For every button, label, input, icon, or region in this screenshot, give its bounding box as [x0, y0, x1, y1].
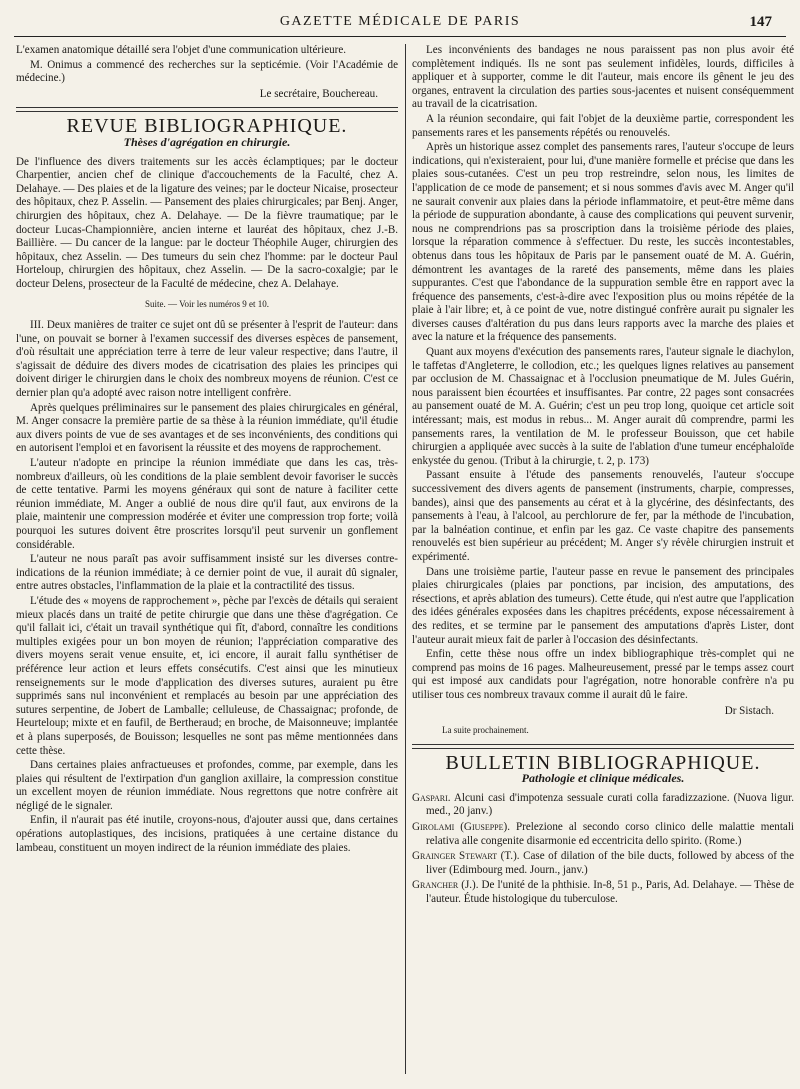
bib-author: Girolami (Giuseppe).	[412, 821, 510, 834]
bulletin-double-rule	[412, 744, 794, 749]
right-paragraph: Les inconvénients des bandages ne nous paraissent pas non plus avoir été complètement indiqués. Ils ne sont pas seulement infidèles, lourds, difficiles à appliquer et à supporter, comme le dit l'auteur, mais encore ils gênent le jeu des organes, entravent la circulation des parties sous-jacentes et nuisent conséquemment au travail de la cicatrisation.	[412, 44, 794, 111]
right-paragraph: Après un historique assez complet des pansements rares, l'auteur s'occupe de leurs indications, qui n'existeraient, pour lui, d'une manière formelle et précise que dans les plaies sous-cutanées. C'est un peu trop restreindre, selon nous, les limites de l'application de ce mode de pansement; et si nous sommes d'avis avec M. Anger qu'il ne saurait convenir aux plaies dans la période inflammatoire, et peut-être même dans la période de suppuration abondante, à cause des complications qui peuvent survenir, nous ne comprendrions pas sa proscription dans la troisième période des plaies, lorsque la réparation commence à s'effectuer. Du reste, les succès incontestables, obtenus dans tous les hôpitaux de Paris par le pansement ouaté de M. A. Guérin, démontrent les avantages de la rareté des pansements, même dans les plaies suppurantes. C'est que l'abondance de la suppuration semble être en rapport avec la fréquence des pansements, c'est-à-dire avec l'exposition plus ou moins répétée de la plaie à l'air libre; et, à ce point de vue, notre distingué confrère aurait pu signaler les diverses causes d'altération du pus dans leurs rapports avec la marche des plaies et avec la nature et la fréquence des pansements.	[412, 141, 794, 344]
bulletin-title: BULLETIN BIBLIOGRAPHIQUE.	[445, 751, 761, 774]
page-number: 147	[749, 14, 772, 30]
bib-text: Alcuni casi d'impotenza sessuale curati colla faradizzazione. (Nuova ligur. med., 20 janv.)	[426, 791, 794, 818]
author-signature: Dr Sistach.	[724, 704, 774, 717]
right-paragraph: Enfin, cette thèse nous offre un index bibliographique très-complet qui ne comprend pas moins de 16 pages. Malheureusement, pressé par le temps assez court qui est imposé aux candidats pour l'agrégation, notre honorable confrère n'a pu utiliser tous ces nombreux travaux comme il aurait dû le faire.	[412, 648, 794, 701]
left-paragraph: III. Deux manières de traiter ce sujet ont dû se présenter à l'esprit de l'auteur: dans l'une, on pouvait se borner à l'examen successif des diverses espèces de pansement, d'où résultait une appréciation terre à terre de leur valeur respective; dans l'autre, il s'agissait de déduire des divers modes de cicatrisation des plaies les principes qui doivent diriger le chirurgien dans le choix des nombreux moyens de réunion. C'est ce dernier plan qu'a adopté avec raison notre intelligent confrère.	[16, 319, 398, 400]
left-paragraph: Après quelques préliminaires sur le pansement des plaies chirurgicales en général, M. Anger consacre la première partie de sa thèse à la réunion immédiate, qu'il étudie aux divers points de vue de ses avantages et de ses inconvénients, des conditions qui en autorisent l'emploi et en favorisent la réussite et des moyens de rapprochement.	[16, 401, 398, 455]
left-paragraph: L'auteur n'adopte en principe la réunion immédiate que dans les cas, très-nombreux d'ailleurs, où les conditions de la plaie semblent devoir favoriser le succès de cette tentative. Parmi les moyens généraux qui sont de nature à faciliter cette réunion immédiate, M. Anger a oublié de nous dire qu'il faut, aux environs de la plaie, maintenir une compression modérée et éviter une compression trop forte; voilà pourquoi les sutures doivent être proscrites lorsqu'il peut survenir un gonflement considérable.	[16, 457, 398, 551]
journal-title: GAZETTE MÉDICALE DE PARIS	[279, 14, 521, 29]
bib-author: Grancher (J.).	[412, 879, 479, 892]
right-column	[412, 44, 794, 909]
top-paragraph-1: L'examen anatomique détaillé sera l'objet d'une communication ultérieure.	[16, 44, 347, 56]
bib-author: Grainger Stewart (T.).	[412, 850, 520, 863]
bulletin-subtitle: Pathologie et clinique médicales.	[521, 771, 685, 786]
right-paragraph: Quant aux moyens d'exécution des pansements rares, l'auteur signale le diachylon, le taffetas d'Angleterre, le collodion, etc.; les quelques lignes relatives au pansement par occlusion de M. Chassaignac et à l'occlusion pneumatique de M. Jules Guérin, nous paraissent bien écourtées et insuffisantes. Par contre, 22 pages sont consacrées au pansement ouaté de M. A. Guérin; c'est un peu trop long, quoique cet article soit intéressant; mais, est modus in rebus... M. Anger aurait dû comprendre, parmi les pansements rares, la ventilation de M. le professeur Bouisson, que cet habile chirurgien a appliquée avec succès à la suite de l'ablation d'une tumeur encéphaloïde enkystée du genou. (Tribut à la chirurgie, t. 2, p. 173)	[412, 346, 794, 467]
suite-note: Suite. — Voir les numéros 9 et 10.	[145, 298, 269, 309]
bib-entry	[412, 879, 794, 906]
left-paragraph: L'auteur ne nous paraît pas avoir suffisamment insisté sur les diverses contre-indications de la réunion immédiate; à ce dernier point de vue, il aurait dû signaler, entre autres obstacles, l'inflammation de la plaie et la contractilité des tissus.	[16, 553, 398, 593]
left-paragraph: Enfin, il n'aurait pas été inutile, croyons-nous, d'ajouter aussi que, dans certaines opérations autoplastiques, des incisions, pratiquées à une certaine distance du lambeau, constituent un moyen indirect de la réunion immédiate des plaies.	[16, 814, 398, 854]
bib-text: De l'unité de la phthisie. In-8, 51 p., Paris, Ad. Delahaye. — Thèse de l'auteur. Étude histologique du tuberculose.	[426, 879, 795, 906]
secretary-signature: Le secrétaire, Bouchereau.	[259, 87, 378, 100]
bib-entry	[412, 850, 794, 877]
right-paragraph: Dans une troisième partie, l'auteur passe en revue le pansement des principales plaies chirurgicales (plaies par ponctions, par incision, des amputations, des résections, et après ablation des tumeurs). Cette étude, qui n'est autre que l'application des idées générales exposées dans les chapitres précédents, expose nécessairement à des redites, et se termine par le pansement des amputations d'après Lister, dont l'auteur aurait mieux fait de parler à l'occasion des désinfectants.	[412, 565, 794, 646]
bib-author: Gaspari.	[412, 791, 451, 804]
revue-title: REVUE BIBLIOGRAPHIQUE.	[66, 115, 348, 138]
bib-entry	[412, 821, 794, 848]
page-header	[14, 14, 786, 37]
left-paragraph: L'étude des « moyens de rapprochement », pèche par l'excès de détails qui seraient mieux placés dans un traité de petite chirurgie que dans une thèse d'agrégation. Ce qu'il fallait ici, c'était un travail synthétique qui fît, d'abord, connaître les conditions multiples exigées pour un bon moyen de réunion; l'appréciation comparative des divers moyens serait venue ensuite, et, ici encore, il aurait fallu synthétiser de préférence leur action et leurs effets consécutifs. C'est ainsi que les minutieux renseignements sur le mode d'application des diverses sutures, auraient pu être supprimés sans nul inconvénient et remplacés au besoin par une appréciation des sutures serpentine, de Jobert de Lamballe; celluleuse, de Chassaignac; profonde, de Heurteloup; mixte et en faufil, de Bertheraud; en broche, de Maisonneuve; implantée et à plans superposés, de Bouisson; lesquelles ne sont pas même mentionnées dans cette thèse.	[16, 594, 398, 757]
column-divider	[405, 44, 406, 1074]
bib-text: Case of dilation of the bile ducts, followed by abcess of the liver (Edimbourg med. Journ., janv.)	[426, 850, 794, 876]
left-column	[16, 44, 398, 856]
suite-prochainement: La suite prochainement.	[442, 725, 529, 736]
top-paragraph-2: M. Onimus a commencé des recherches sur la septicémie. (Voir l'Académie de médecine.)	[16, 58, 398, 85]
theses-list: De l'influence des divers traitements sur les accès éclamptiques; par le docteur Charpentier, ancien chef de clinique d'accouchements de la Faculté, chez A. Delahaye. — Des plaies et de la ligature des veines; par le docteur Nicaise, prosecteur des hôpitaux, chez P. Asselin. — Pansement des plaies chirurgicales; par Benj. Anger, chirurgien des hôpitaux, chez A. Delahaye. — De la fièvre traumatique; par le docteur Lucas-Championnière, ancien interne et lauréat des hôpitaux, chez J.-B. Baillière. — Du cancer de la langue: par le docteur Théophile Auger, chirurgien des hôpitaux, chez Asselin. — Des tumeurs du sein chez l'homme: par le docteur Paul Horteloup, chirurgien des hôpitaux, chez Asselin. — De la sacro-coxalgie; par le docteur Delens, prosecteur de la Faculté de médecine, chez A. Delahaye.	[16, 155, 398, 290]
right-paragraph: Passant ensuite à l'étude des pansements renouvelés, l'auteur s'occupe successivement des divers agents de pansement (instruments, charpie, compresses, bandes), ainsi que des pansements au cérat et à la glycérine, des désinfectants, des pansements à l'eau, à l'alcool, au perchlorure de fer, par la méthode de l'incubation, par la balnéation continue, et enfin par les gaz. Ce vaste chapitre des pansements renouvelés est bien supérieur au précédent; M. Anger s'y révèle chirurgien instruit et expérimenté.	[412, 469, 794, 563]
revue-subtitle: Thèses d'agrégation en chirurgie.	[123, 134, 291, 149]
section-double-rule	[16, 107, 398, 112]
bib-entry	[412, 792, 794, 819]
right-paragraph: A la réunion secondaire, qui fait l'objet de la deuxième partie, correspondent les pansements rares et les pansements répétés ou renouvelés.	[412, 112, 794, 139]
bib-text: Prelezione al secondo corso clinico delle malattie mentali relativa alle congenite disarmonie ed eccentricita dello spirito. (Rome.)	[426, 821, 794, 847]
left-paragraph: Dans certaines plaies anfractueuses et profondes, comme, par exemple, dans les plaies qui résultent de l'extirpation d'un ganglion axillaire, la compression constitue un excellent moyen de réunion immédiate. Nous regrettons que notre confrère ait négligé de le signaler.	[16, 759, 398, 812]
